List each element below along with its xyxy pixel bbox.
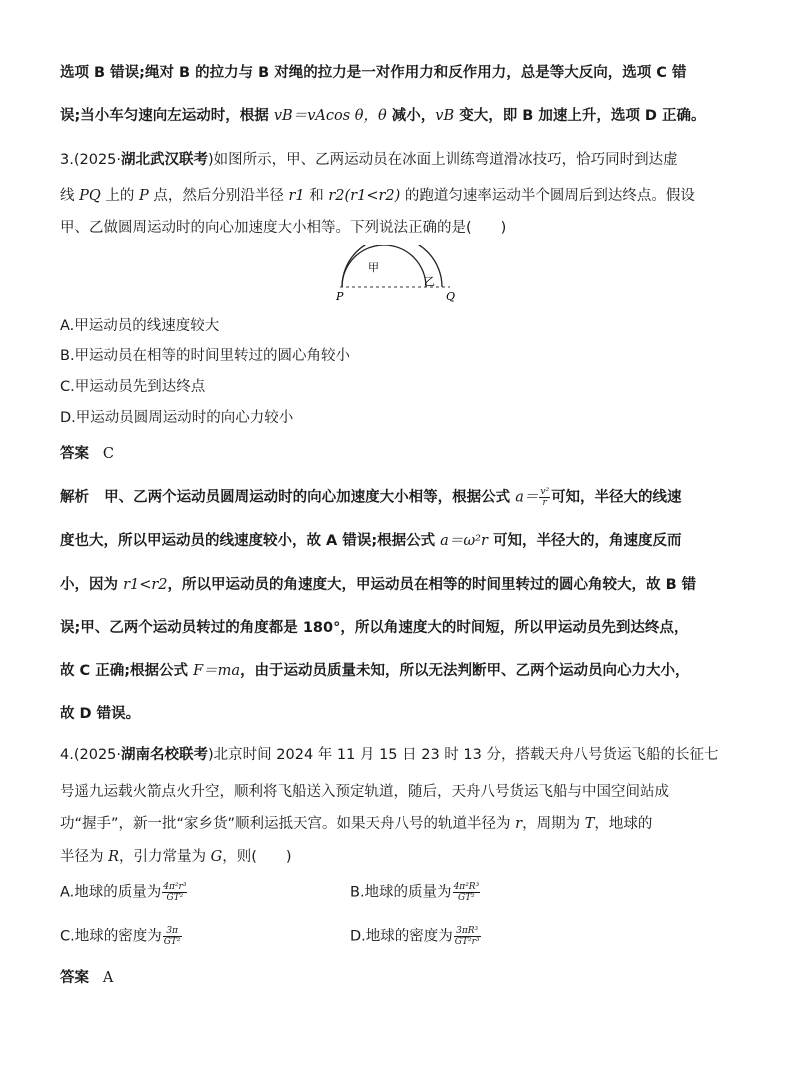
text-segment: ，引力常量为: [119, 849, 211, 865]
q3-source: 湖北武汉联考: [121, 152, 209, 168]
option-fraction: [162, 882, 187, 903]
q3-analysis-line6: 故 D 错误。: [60, 706, 141, 722]
q4-option-d: [350, 926, 482, 947]
q4-number: 4.(2025·: [60, 747, 122, 763]
q4-option-c: [60, 926, 183, 947]
q3-stem-line1: [60, 150, 678, 170]
option-text: D.地球的密度为: [350, 928, 453, 945]
q4-answer: [60, 968, 113, 988]
text-segment: 功“握手”，新一批“家乡货”顺利运抵天宫。如果天舟八号的轨道半径为: [60, 816, 516, 832]
q3-analysis-line3: [60, 575, 696, 595]
formula: r: [515, 816, 523, 832]
q4-stem-line2: 号遥九运载火箭点火升空，顺利将飞船送入预定轨道，随后，天舟八号货运飞船与中国空间站成: [60, 784, 669, 800]
text-segment: 线: [60, 188, 80, 204]
text-segment: 度也大，所以甲运动员的线速度较小，故 A 错误;根据公式: [60, 533, 441, 549]
q3-option-c: C.甲运动员先到达终点: [60, 379, 206, 395]
formula: r1<r2: [123, 577, 168, 593]
q3-analysis-line5: [60, 661, 690, 681]
answer-value: C: [102, 446, 114, 462]
fraction-numerator: 3π: [163, 926, 182, 937]
q4-stem-line1: [60, 745, 718, 765]
option-text: A.地球的质量为: [60, 884, 162, 901]
text-segment: ，所以甲运动员的角速度大，甲运动员在相等的时间里转过的圆心角较大，故 B 错: [167, 577, 697, 593]
formula: a＝: [515, 489, 539, 506]
q4-option-a: [60, 882, 188, 903]
q3-analysis-line4: 误;甲、乙两个运动员转过的角度都是 180°，所以角速度大的时间短，所以甲运动员先到达终点，: [60, 620, 689, 636]
answer-label: 答案: [60, 970, 89, 986]
formula: vB＝vAcos θ，θ: [273, 108, 387, 124]
text-segment: 半径为: [60, 849, 109, 865]
text-segment: 的跑道匀速率运动半个圆周后到达终点。假设: [400, 188, 695, 204]
option-fraction: [454, 926, 481, 947]
fraction-numerator: 4π²r³: [163, 882, 187, 892]
text-segment: 故 C 正确;根据公式: [60, 663, 194, 679]
option-fraction: [163, 926, 182, 947]
text-segment: 上的: [100, 188, 139, 204]
option-text: C.地球的密度为: [60, 928, 162, 945]
formula: r2(r1<r2): [328, 188, 401, 204]
fraction-numerator: v²: [540, 487, 550, 497]
label-jia: 甲: [368, 261, 379, 274]
q3-stem-line3: 甲、乙做圆周运动时的向心加速度大小相等。下列说法正确的是( ): [60, 220, 507, 236]
q3-number: 3.(2025·: [60, 152, 122, 168]
text-segment: 和: [304, 188, 329, 204]
analysis-label: 解析: [60, 489, 89, 506]
text-segment: 变大，即 B 加速上升，选项 D 正确。: [454, 108, 706, 124]
formula: r1: [288, 188, 305, 204]
text-segment: 可知，半径大的，角速度反而: [487, 533, 682, 549]
label-q: Q: [446, 290, 456, 303]
q3-analysis-line1: [60, 487, 682, 508]
text-segment: 减小，: [386, 108, 436, 124]
label-yi: 乙: [424, 275, 435, 288]
q3-figure: [330, 245, 470, 305]
option-fraction: [453, 882, 481, 903]
formula: F＝ma: [193, 663, 241, 679]
q3-option-d: D.甲运动员圆周运动时的向心力较小: [60, 410, 294, 426]
formula: T: [584, 816, 595, 832]
q3-option-a: A.甲运动员的线速度较大: [60, 318, 220, 334]
q4-source: 湖南名校联考: [121, 747, 209, 763]
formula: a＝ω²r: [440, 533, 488, 549]
fraction-denominator: GT²: [457, 893, 475, 903]
text-segment: ，周期为: [522, 816, 585, 832]
q4-option-b: [350, 882, 481, 903]
option-text: B.地球的质量为: [350, 884, 452, 901]
text-segment: 小，因为: [60, 577, 124, 593]
text-segment: 可知，半径大的线速: [551, 489, 682, 506]
q4-stem-line3: [60, 814, 652, 834]
q4-stem-line4: [60, 847, 292, 867]
q3-analysis-line2: [60, 531, 681, 551]
formula: vB: [435, 108, 455, 124]
text-segment: 误;当小车匀速向左运动时，根据: [60, 108, 274, 124]
prev-explanation-line1: 选项 B 错误;绳对 B 的拉力与 B 对绳的拉力是一对作用力和反作用力，总是等大反向，选项 C 错: [60, 65, 687, 81]
formula: R: [108, 849, 120, 865]
text-segment: ，地球的: [594, 816, 653, 832]
text-segment: ，由于运动员质量未知，所以无法判断甲、乙两个运动员向心力大小，: [240, 663, 690, 679]
fraction-denominator: GT²: [166, 893, 184, 903]
answer-value: A: [102, 970, 114, 986]
text-segment: 点，然后分别沿半径: [148, 188, 289, 204]
fraction-denominator: GT²: [163, 937, 181, 947]
fraction-denominator: GT²r³: [454, 937, 480, 947]
prev-explanation-line2: [60, 106, 705, 126]
text-segment: )如图所示，甲、乙两运动员在冰面上训练弯道滑冰技巧，恰巧同时到达虚: [208, 152, 678, 168]
answer-label: 答案: [60, 446, 89, 462]
fraction-numerator: 3πR³: [454, 926, 481, 937]
fraction-v2-over-r: [539, 487, 550, 508]
fraction-denominator: r: [542, 498, 547, 508]
formula: G: [210, 849, 223, 865]
q3-stem-line2: [60, 186, 695, 206]
arc-jia: [342, 245, 426, 287]
formula: P: [138, 188, 149, 204]
q3-answer: [60, 444, 114, 464]
text-segment: ，则( ): [222, 849, 292, 865]
text-segment: 甲、乙两个运动员圆周运动时的向心加速度大小相等，根据公式: [104, 489, 516, 506]
text-segment: )北京时间 2024 年 11 月 15 日 23 时 13 分，搭载天舟八号货运飞船的长征七: [208, 747, 719, 763]
formula: PQ: [79, 188, 101, 204]
fraction-numerator: 4π²R³: [453, 882, 480, 892]
q3-option-b: B.甲运动员在相等的时间里转过的圆心角较小: [60, 348, 351, 364]
label-p: P: [336, 290, 344, 303]
